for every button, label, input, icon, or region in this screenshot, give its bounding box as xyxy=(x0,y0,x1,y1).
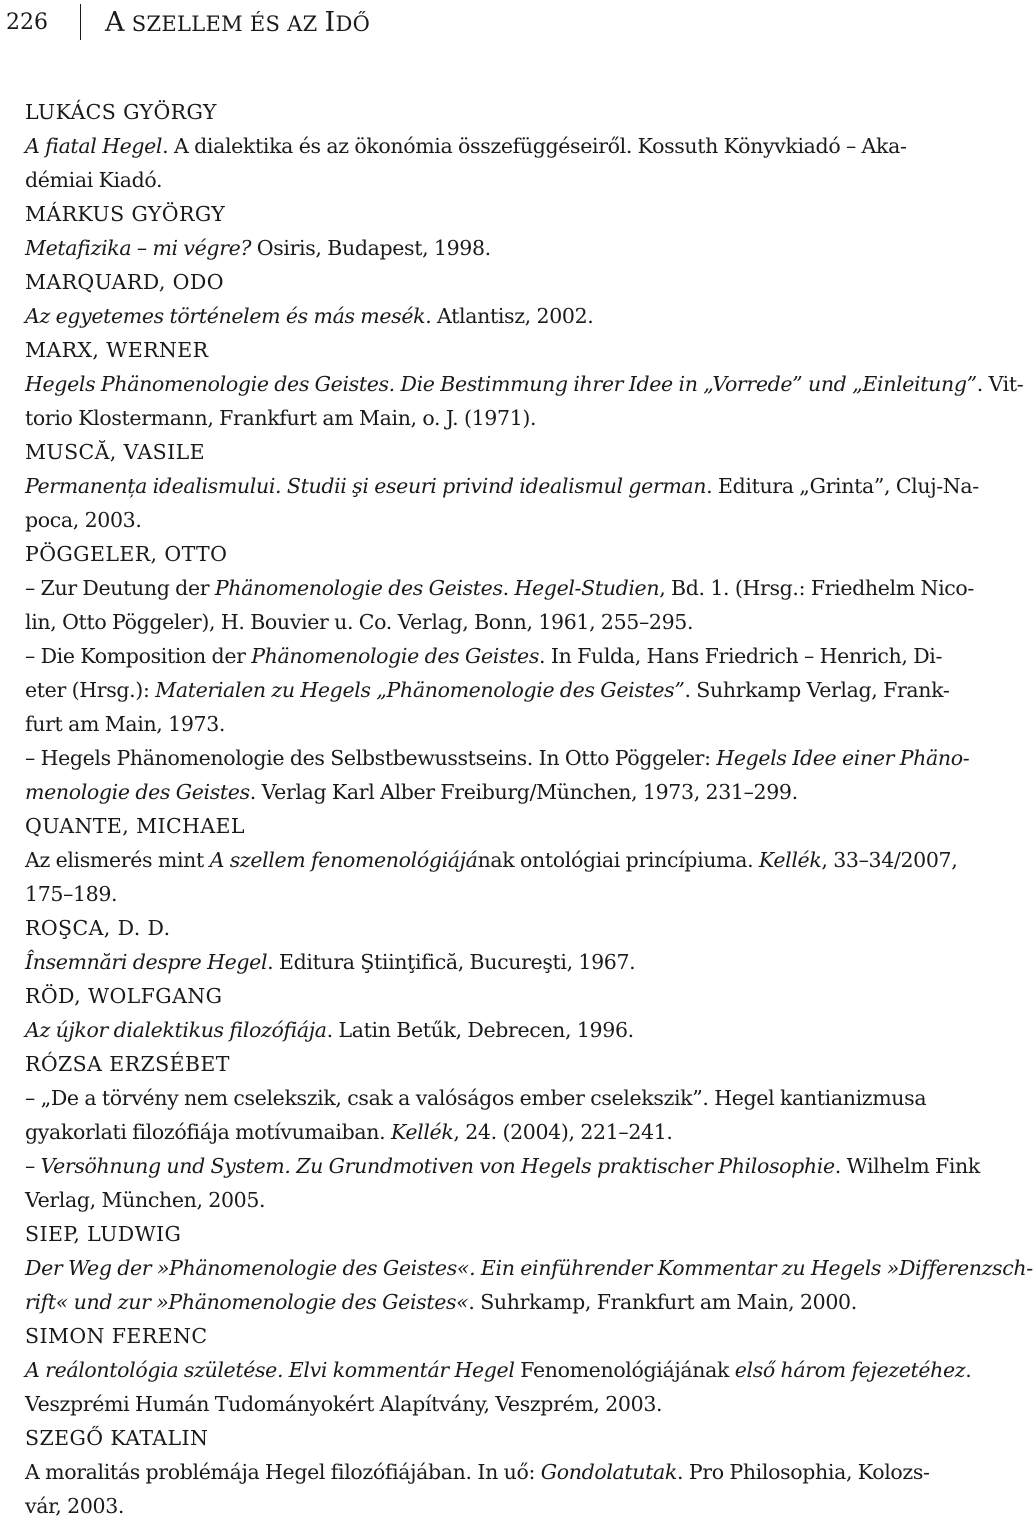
italic-title-text: Permanența idealismului. Studii şi eseuri privind idealismul german xyxy=(25,474,707,498)
reference-text: . Latin Betűk, Debrecen, 1996. xyxy=(326,1018,634,1042)
reference-text: . Suhrkamp, Frankfurt am Main, 2000. xyxy=(468,1290,857,1314)
reference-text: vár, 2003. xyxy=(25,1494,125,1518)
reference-text: – xyxy=(25,1154,41,1178)
running-title-part: SZELLEM ÉS AZ xyxy=(124,11,325,36)
author-heading: PÖGGELER, OTTO xyxy=(25,542,228,566)
reference-line xyxy=(25,843,958,877)
reference-line xyxy=(25,945,958,979)
reference-text: Veszprémi Humán Tudományokért Alapítvány, Veszprém, 2003. xyxy=(25,1392,663,1416)
reference-line xyxy=(25,1387,958,1421)
reference-text: nak ontológiai princípiuma. xyxy=(477,848,759,872)
italic-title-text: Gondolatutak xyxy=(540,1460,677,1484)
bibliography-list xyxy=(25,95,1033,1523)
author-heading: QUANTE, MICHAEL xyxy=(25,814,245,838)
author-heading: MÁRKUS GYÖRGY xyxy=(25,202,226,226)
reference-text: Osiris, Budapest, 1998. xyxy=(251,236,491,260)
italic-title-text: Materialen zu Hegels „Phänomenologie des Geistes” xyxy=(155,678,685,702)
reference-line xyxy=(25,163,958,197)
page-number: 226 xyxy=(6,9,48,35)
italic-title-text: Phänomenologie des Geistes xyxy=(251,644,540,668)
reference-text: . Suhrkamp Verlag, Frank- xyxy=(684,678,950,702)
italic-title-text: Kellék xyxy=(390,1120,454,1144)
reference-text: , 33–34/2007, xyxy=(821,848,958,872)
italic-title-text: Az újkor dialektikus filozófiája xyxy=(25,1018,327,1042)
reference-text: lin, Otto Pöggeler), H. Bouvier u. Co. Verlag, Bonn, 1961, 255–295. xyxy=(25,610,694,634)
italic-title-text: Phänomenologie des Geistes xyxy=(214,576,503,600)
reference-entry xyxy=(25,469,979,537)
reference-line xyxy=(25,469,979,503)
reference-text: . xyxy=(965,1358,972,1382)
reference-line xyxy=(25,1149,980,1183)
running-title xyxy=(105,7,370,38)
reference-text: Az elismerés mint xyxy=(25,848,210,872)
reference-line xyxy=(25,571,974,605)
reference-entry xyxy=(25,1081,958,1149)
author-heading: RÓZSA ERZSÉBET xyxy=(25,1052,230,1076)
author-heading: MARQUARD, ODO xyxy=(25,270,224,294)
reference-line xyxy=(25,231,958,265)
reference-text: furt am Main, 1973. xyxy=(25,712,226,736)
reference-text: torio Klostermann, Frankfurt am Main, o. J. (1971). xyxy=(25,406,537,430)
reference-text: , Bd. 1. (Hrsg.: Friedhelm Nico- xyxy=(659,576,974,600)
reference-text: . Editura „Grinta”, Cluj-Na- xyxy=(706,474,979,498)
author-heading: MARX, WERNER xyxy=(25,338,209,362)
running-title-part: DŐ xyxy=(335,11,371,36)
italic-title-text: Hegel-Studien xyxy=(514,576,660,600)
reference-line xyxy=(25,1251,1033,1285)
reference-text: Fenomenológiájának xyxy=(514,1358,735,1382)
reference-line xyxy=(25,367,1024,401)
reference-entry xyxy=(25,843,958,911)
italic-title-text: Der Weg der »Phänomenologie des Geistes«. Ein einführender Kommentar zu Hegels »Differenzsch- xyxy=(25,1256,1033,1280)
reference-line xyxy=(25,707,958,741)
reference-line xyxy=(25,1081,958,1115)
reference-text: . Pro Philosophia, Kolozs- xyxy=(677,1460,930,1484)
reference-line xyxy=(25,877,958,911)
reference-entry xyxy=(25,571,974,639)
italic-title-text: Hegels Idee einer Phäno- xyxy=(716,746,970,770)
italic-title-text: Hegels Phänomenologie des Geistes. Die Bestimmung ihrer Idee in „Vorrede” und „Einleitung” xyxy=(25,372,977,396)
author-heading: RÖD, WOLFGANG xyxy=(25,984,223,1008)
reference-entry xyxy=(25,945,958,979)
reference-text: – Die Komposition der xyxy=(25,644,252,668)
reference-line xyxy=(25,1115,958,1149)
italic-title-text: A szellem fenomenológiájá xyxy=(209,848,478,872)
reference-entry xyxy=(25,741,970,809)
reference-text: gyakorlati filozófiája motívumaiban. xyxy=(25,1120,391,1144)
reference-line xyxy=(25,401,958,435)
reference-line xyxy=(25,775,958,809)
header-divider xyxy=(80,4,81,40)
author-heading: SIEP, LUDWIG xyxy=(25,1222,182,1246)
reference-line xyxy=(25,299,958,333)
reference-line xyxy=(25,1013,958,1047)
reference-text: . Wilhelm Fink xyxy=(834,1154,980,1178)
reference-line xyxy=(25,1489,958,1523)
reference-text: – „De a törvény nem cselekszik, csak a valóságos ember cselekszik”. Hegel kantianizmusa xyxy=(25,1086,927,1110)
reference-text: . Atlantisz, 2002. xyxy=(425,304,594,328)
reference-entry xyxy=(25,1353,972,1421)
running-title-part: I xyxy=(324,6,336,38)
italic-title-text: rift« und zur »Phänomenologie des Geistes« xyxy=(25,1290,469,1314)
italic-title-text: első három fejezetéhez xyxy=(734,1358,966,1382)
author-heading: SZEGŐ KATALIN xyxy=(25,1426,209,1450)
reference-line xyxy=(25,1455,958,1489)
italic-title-text: A fiatal Hegel xyxy=(25,134,163,158)
reference-text: . xyxy=(502,576,515,600)
reference-text: – Hegels Phänomenologie des Selbstbewusstseins. In Otto Pöggeler: xyxy=(25,746,717,770)
reference-entry xyxy=(25,299,958,333)
running-title-part: A xyxy=(105,6,125,38)
reference-text: . A dialektika és az ökonómia összefüggéseiről. Kossuth Könyvkiadó – Aka- xyxy=(162,134,907,158)
reference-text: Verlag, München, 2005. xyxy=(25,1188,266,1212)
author-heading: LUKÁCS GYÖRGY xyxy=(25,100,217,124)
italic-title-text: Versöhnung und System. Zu Grundmotiven von Hegels praktischer Philosophie xyxy=(40,1154,835,1178)
reference-line xyxy=(25,1353,972,1387)
reference-text: poca, 2003. xyxy=(25,508,142,532)
italic-title-text: Az egyetemes történelem és más mesék xyxy=(25,304,426,328)
reference-line xyxy=(25,741,970,775)
author-heading: SIMON FERENC xyxy=(25,1324,208,1348)
reference-text: démiai Kiadó. xyxy=(25,168,163,192)
reference-text: , 24. (2004), 221–241. xyxy=(453,1120,673,1144)
reference-entry xyxy=(25,1251,1033,1319)
italic-title-text: A reálontológia születése. Elvi kommentár Hegel xyxy=(25,1358,515,1382)
reference-text: . In Fulda, Hans Friedrich – Henrich, Di- xyxy=(539,644,943,668)
reference-entry xyxy=(25,1013,958,1047)
reference-entry xyxy=(25,231,958,265)
reference-entry xyxy=(25,639,958,741)
reference-text: – Zur Deutung der xyxy=(25,576,215,600)
reference-text: eter (Hrsg.): xyxy=(25,678,156,702)
reference-line xyxy=(25,129,958,163)
reference-text: A moralitás problémája Hegel filozófiájában. In uő: xyxy=(25,1460,541,1484)
reference-line xyxy=(25,1285,958,1319)
reference-line xyxy=(25,605,958,639)
reference-line xyxy=(25,1183,958,1217)
reference-entry xyxy=(25,1149,980,1217)
reference-text: 175–189. xyxy=(25,882,118,906)
reference-line xyxy=(25,503,958,537)
reference-text: . Vit- xyxy=(976,372,1024,396)
italic-title-text: menologie des Geistes xyxy=(25,780,250,804)
reference-entry xyxy=(25,367,1024,435)
italic-title-text: Metafizika – mi végre? xyxy=(25,236,252,260)
italic-title-text: Kellék xyxy=(758,848,822,872)
reference-text: . Editura Ştiinţifică, Bucureşti, 1967. xyxy=(267,950,636,974)
author-heading: MUSCĂ, VASILE xyxy=(25,440,205,464)
reference-text: . Verlag Karl Alber Freiburg/München, 1973, 231–299. xyxy=(249,780,798,804)
running-header xyxy=(0,2,370,42)
reference-line xyxy=(25,673,958,707)
author-heading: ROŞCA, D. D. xyxy=(25,916,171,940)
reference-entry xyxy=(25,129,958,197)
reference-entry xyxy=(25,1455,958,1523)
reference-line xyxy=(25,639,958,673)
italic-title-text: Însemnări despre Hegel xyxy=(25,950,268,974)
